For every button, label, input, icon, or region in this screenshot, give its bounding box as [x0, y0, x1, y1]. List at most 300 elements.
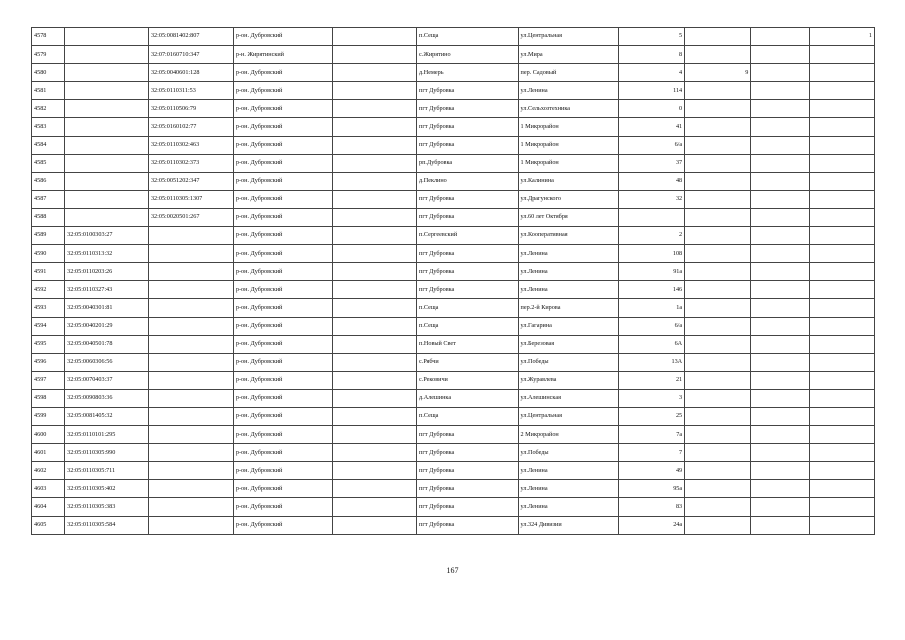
extra-value-cell [685, 154, 751, 172]
extra-value-cell [685, 371, 751, 389]
street-cell: ул.Драгунского [518, 190, 618, 208]
street-cell: ул.Ленина [518, 281, 618, 299]
table-row [32, 172, 875, 190]
cadastral-number-cell: 32:05:0060306:56 [65, 353, 149, 371]
district-cell: р-он. Дубровский [233, 426, 332, 444]
extra-value-cell-2 [751, 208, 809, 226]
extra-value-cell-3 [809, 136, 874, 154]
extra-value-cell-3 [809, 317, 874, 335]
cadastral-number-alt-cell: 32:05:0020501:267 [148, 208, 233, 226]
house-number-cell: 24а [618, 516, 684, 534]
street-cell: ул.Мира [518, 46, 618, 64]
district-cell: р-он. Дубровский [233, 371, 332, 389]
cadastral-number-alt-cell: 32:05:0110311:53 [148, 82, 233, 100]
street-cell: ул.Центральная [518, 28, 618, 46]
extra-value-cell-3: 1 [809, 28, 874, 46]
table-row [32, 426, 875, 444]
table-row [32, 389, 875, 407]
extra-value-cell-2 [751, 426, 809, 444]
house-number-cell: 95а [618, 480, 684, 498]
empty-cell [333, 462, 417, 480]
extra-value-cell [685, 208, 751, 226]
settlement-cell: пгт Дубровка [417, 136, 519, 154]
settlement-cell: пгт Дубровка [417, 516, 519, 534]
extra-value-cell-3 [809, 281, 874, 299]
settlement-cell: пгт Дубровка [417, 281, 519, 299]
street-cell: пер. Садовый [518, 64, 618, 82]
extra-value-cell [685, 245, 751, 263]
extra-value-cell-3 [809, 353, 874, 371]
house-number-cell: 91а [618, 263, 684, 281]
cadastral-number-cell: 32:05:0110305:402 [65, 480, 149, 498]
settlement-cell: пгт Дубровка [417, 444, 519, 462]
table-row [32, 245, 875, 263]
cadastral-number-cell [65, 190, 149, 208]
house-number-cell: 5 [618, 28, 684, 46]
district-cell: р-он. Дубровский [233, 498, 332, 516]
street-cell: ул.Кооперативная [518, 227, 618, 245]
cadastral-number-alt-cell: 32:05:0040601:128 [148, 64, 233, 82]
house-number-cell: 4 [618, 64, 684, 82]
settlement-cell: пгт Дубровка [417, 426, 519, 444]
house-number-cell [618, 208, 684, 226]
empty-cell [333, 317, 417, 335]
table-row [32, 353, 875, 371]
extra-value-cell-3 [809, 154, 874, 172]
cadastral-number-cell: 32:05:0040301:81 [65, 299, 149, 317]
cadastral-number-alt-cell: 32:05:0051202:347 [148, 172, 233, 190]
extra-value-cell [685, 136, 751, 154]
row-number-cell: 4582 [32, 100, 65, 118]
empty-cell [333, 46, 417, 64]
extra-value-cell-2 [751, 227, 809, 245]
extra-value-cell [685, 462, 751, 480]
street-cell: ул.Ленина [518, 498, 618, 516]
district-cell: р-он. Дубровский [233, 208, 332, 226]
house-number-cell: 6А [618, 335, 684, 353]
cadastral-number-alt-cell: 32:05:0110305:1307 [148, 190, 233, 208]
extra-value-cell-3 [809, 407, 874, 425]
extra-value-cell [685, 100, 751, 118]
extra-value-cell [685, 389, 751, 407]
table-row [32, 100, 875, 118]
extra-value-cell-3 [809, 299, 874, 317]
cadastral-number-cell: 32:05:0090803:36 [65, 389, 149, 407]
district-cell: р-он. Дубровский [233, 245, 332, 263]
settlement-cell: пгт Дубровка [417, 263, 519, 281]
extra-value-cell-2 [751, 480, 809, 498]
house-number-cell: 6/а [618, 136, 684, 154]
extra-value-cell-2 [751, 172, 809, 190]
extra-value-cell-2 [751, 407, 809, 425]
district-cell: р-он. Дубровский [233, 462, 332, 480]
settlement-cell: пгт Дубровка [417, 208, 519, 226]
row-number-cell: 4597 [32, 371, 65, 389]
cadastral-number-cell [65, 118, 149, 136]
district-cell: р-он. Дубровский [233, 353, 332, 371]
cadastral-number-alt-cell [148, 245, 233, 263]
table-row [32, 136, 875, 154]
settlement-cell: п.Сергеевский [417, 227, 519, 245]
cadastral-number-alt-cell: 32:05:0110302:373 [148, 154, 233, 172]
cadastral-number-cell [65, 172, 149, 190]
cadastral-number-cell: 32:05:0110203:26 [65, 263, 149, 281]
table-row [32, 64, 875, 82]
extra-value-cell-3 [809, 100, 874, 118]
settlement-cell: рп.Дубровка [417, 154, 519, 172]
empty-cell [333, 335, 417, 353]
settlement-cell: пгт Дубровка [417, 118, 519, 136]
row-number-cell: 4586 [32, 172, 65, 190]
extra-value-cell-3 [809, 82, 874, 100]
cadastral-number-cell: 32:05:0040501:78 [65, 335, 149, 353]
row-number-cell: 4598 [32, 389, 65, 407]
street-cell: ул.Алешинская [518, 389, 618, 407]
table-row [32, 498, 875, 516]
house-number-cell: 6/а [618, 317, 684, 335]
registry-table [31, 27, 875, 535]
house-number-cell: 13А [618, 353, 684, 371]
cadastral-number-alt-cell [148, 335, 233, 353]
extra-value-cell-3 [809, 208, 874, 226]
settlement-cell: с.Жирятино [417, 46, 519, 64]
extra-value-cell-2 [751, 353, 809, 371]
extra-value-cell-3 [809, 389, 874, 407]
street-cell: ул.Ленина [518, 462, 618, 480]
table-row [32, 190, 875, 208]
house-number-cell: 41 [618, 118, 684, 136]
empty-cell [333, 172, 417, 190]
district-cell: р-он. Дубровский [233, 64, 332, 82]
cadastral-number-cell [65, 64, 149, 82]
cadastral-number-alt-cell [148, 371, 233, 389]
cadastral-number-alt-cell [148, 389, 233, 407]
empty-cell [333, 426, 417, 444]
cadastral-number-alt-cell [148, 498, 233, 516]
cadastral-number-cell: 32:05:0081405:32 [65, 407, 149, 425]
extra-value-cell-3 [809, 498, 874, 516]
extra-value-cell [685, 335, 751, 353]
extra-value-cell [685, 516, 751, 534]
district-cell: р-н. Жирятинский [233, 46, 332, 64]
extra-value-cell-2 [751, 462, 809, 480]
cadastral-number-cell: 32:05:0100303:27 [65, 227, 149, 245]
table-row [32, 444, 875, 462]
extra-value-cell [685, 227, 751, 245]
extra-value-cell [685, 426, 751, 444]
district-cell: р-он. Дубровский [233, 227, 332, 245]
cadastral-number-alt-cell [148, 516, 233, 534]
empty-cell [333, 136, 417, 154]
cadastral-number-alt-cell: 32:05:0160102:77 [148, 118, 233, 136]
cadastral-number-cell [65, 100, 149, 118]
extra-value-cell [685, 172, 751, 190]
row-number-cell: 4600 [32, 426, 65, 444]
street-cell: ул.Ленина [518, 480, 618, 498]
cadastral-number-cell: 32:05:0110305:383 [65, 498, 149, 516]
row-number-cell: 4579 [32, 46, 65, 64]
empty-cell [333, 444, 417, 462]
district-cell: р-он. Дубровский [233, 28, 332, 46]
row-number-cell: 4585 [32, 154, 65, 172]
settlement-cell: д.Пеклино [417, 172, 519, 190]
empty-cell [333, 516, 417, 534]
house-number-cell: 1а [618, 299, 684, 317]
extra-value-cell-3 [809, 263, 874, 281]
district-cell: р-он. Дубровский [233, 154, 332, 172]
table-row [32, 227, 875, 245]
cadastral-number-alt-cell [148, 299, 233, 317]
row-number-cell: 4602 [32, 462, 65, 480]
row-number-cell: 4593 [32, 299, 65, 317]
empty-cell [333, 227, 417, 245]
house-number-cell: 2 [618, 227, 684, 245]
table-row [32, 516, 875, 534]
extra-value-cell-2 [751, 154, 809, 172]
table-row [32, 208, 875, 226]
extra-value-cell-3 [809, 245, 874, 263]
house-number-cell: 0 [618, 100, 684, 118]
extra-value-cell [685, 444, 751, 462]
street-cell: ул.Победы [518, 353, 618, 371]
settlement-cell: п.Сеща [417, 28, 519, 46]
house-number-cell: 37 [618, 154, 684, 172]
table-row [32, 154, 875, 172]
extra-value-cell-3 [809, 64, 874, 82]
row-number-cell: 4589 [32, 227, 65, 245]
street-cell: ул.Сельхозтехника [518, 100, 618, 118]
house-number-cell: 7 [618, 444, 684, 462]
extra-value-cell-3 [809, 335, 874, 353]
street-cell: 1 Микрорайон [518, 118, 618, 136]
extra-value-cell-3 [809, 190, 874, 208]
table-row [32, 263, 875, 281]
empty-cell [333, 118, 417, 136]
district-cell: р-он. Дубровский [233, 480, 332, 498]
cadastral-number-cell [65, 136, 149, 154]
house-number-cell: 49 [618, 462, 684, 480]
table-row [32, 28, 875, 46]
extra-value-cell-2 [751, 46, 809, 64]
extra-value-cell [685, 263, 751, 281]
extra-value-cell [685, 82, 751, 100]
street-cell: пер.2-й Кирова [518, 299, 618, 317]
street-cell: ул.Ленина [518, 245, 618, 263]
row-number-cell: 4590 [32, 245, 65, 263]
empty-cell [333, 64, 417, 82]
extra-value-cell-2 [751, 516, 809, 534]
cadastral-number-cell [65, 46, 149, 64]
settlement-cell: п.Сеща [417, 407, 519, 425]
street-cell: ул.Центральная [518, 407, 618, 425]
house-number-cell: 32 [618, 190, 684, 208]
extra-value-cell-2 [751, 299, 809, 317]
settlement-cell: д.Алешинка [417, 389, 519, 407]
table-row [32, 46, 875, 64]
empty-cell [333, 480, 417, 498]
cadastral-number-cell [65, 82, 149, 100]
street-cell: 1 Микрорайон [518, 136, 618, 154]
table-row [32, 299, 875, 317]
table-row [32, 335, 875, 353]
street-cell: ул.Гагарина [518, 317, 618, 335]
row-number-cell: 4581 [32, 82, 65, 100]
cadastral-number-cell: 32:05:0040201:29 [65, 317, 149, 335]
cadastral-number-cell [65, 28, 149, 46]
row-number-cell: 4595 [32, 335, 65, 353]
district-cell: р-он. Дубровский [233, 100, 332, 118]
settlement-cell: с.Рябчи [417, 353, 519, 371]
extra-value-cell-3 [809, 462, 874, 480]
cadastral-number-alt-cell: 32:05:0110302:463 [148, 136, 233, 154]
cadastral-number-alt-cell [148, 281, 233, 299]
empty-cell [333, 371, 417, 389]
extra-value-cell-2 [751, 444, 809, 462]
house-number-cell: 108 [618, 245, 684, 263]
house-number-cell: 25 [618, 407, 684, 425]
cadastral-number-alt-cell [148, 426, 233, 444]
extra-value-cell-3 [809, 426, 874, 444]
street-cell: 2 Микрорайон [518, 426, 618, 444]
cadastral-number-alt-cell: 32:07:0160710:347 [148, 46, 233, 64]
street-cell: ул.Ленина [518, 82, 618, 100]
row-number-cell: 4604 [32, 498, 65, 516]
cadastral-number-alt-cell [148, 227, 233, 245]
settlement-cell: пгт Дубровка [417, 245, 519, 263]
empty-cell [333, 389, 417, 407]
empty-cell [333, 28, 417, 46]
cadastral-number-cell: 32:05:0110313:32 [65, 245, 149, 263]
cadastral-number-cell [65, 208, 149, 226]
district-cell: р-он. Дубровский [233, 190, 332, 208]
extra-value-cell-2 [751, 317, 809, 335]
cadastral-number-cell: 32:05:0110305:990 [65, 444, 149, 462]
street-cell: 1 Микрорайон [518, 154, 618, 172]
extra-value-cell-3 [809, 172, 874, 190]
row-number-cell: 4578 [32, 28, 65, 46]
district-cell: р-он. Дубровский [233, 335, 332, 353]
street-cell: ул.Ленина [518, 263, 618, 281]
settlement-cell: пгт Дубровка [417, 498, 519, 516]
empty-cell [333, 498, 417, 516]
cadastral-number-cell: 32:05:0110101:295 [65, 426, 149, 444]
table-row [32, 480, 875, 498]
row-number-cell: 4584 [32, 136, 65, 154]
extra-value-cell-3 [809, 118, 874, 136]
house-number-cell: 114 [618, 82, 684, 100]
settlement-cell: пгт Дубровка [417, 480, 519, 498]
street-cell: ул.Калинина [518, 172, 618, 190]
empty-cell [333, 208, 417, 226]
extra-value-cell [685, 46, 751, 64]
row-number-cell: 4592 [32, 281, 65, 299]
page-number: 167 [446, 566, 459, 575]
district-cell: р-он. Дубровский [233, 444, 332, 462]
extra-value-cell-2 [751, 100, 809, 118]
street-cell: ул.60 лет Октября [518, 208, 618, 226]
settlement-cell: с.Рековичи [417, 371, 519, 389]
extra-value-cell-2 [751, 263, 809, 281]
extra-value-cell-2 [751, 82, 809, 100]
cadastral-number-alt-cell [148, 444, 233, 462]
extra-value-cell [685, 190, 751, 208]
extra-value-cell-3 [809, 480, 874, 498]
extra-value-cell [685, 498, 751, 516]
settlement-cell: пгт Дубровка [417, 82, 519, 100]
settlement-cell: пгт Дубровка [417, 100, 519, 118]
empty-cell [333, 281, 417, 299]
table-row [32, 317, 875, 335]
empty-cell [333, 353, 417, 371]
extra-value-cell-2 [751, 389, 809, 407]
cadastral-number-alt-cell [148, 462, 233, 480]
registry-table-body [32, 28, 875, 535]
cadastral-number-cell [65, 154, 149, 172]
cadastral-number-alt-cell [148, 317, 233, 335]
empty-cell [333, 190, 417, 208]
extra-value-cell [685, 299, 751, 317]
settlement-cell: пгт Дубровка [417, 462, 519, 480]
empty-cell [333, 263, 417, 281]
extra-value-cell-2 [751, 335, 809, 353]
house-number-cell: 7а [618, 426, 684, 444]
district-cell: р-он. Дубровский [233, 407, 332, 425]
street-cell: ул.Березовая [518, 335, 618, 353]
extra-value-cell [685, 353, 751, 371]
extra-value-cell-2 [751, 28, 809, 46]
district-cell: р-он. Дубровский [233, 299, 332, 317]
cadastral-number-cell: 32:05:0110327:43 [65, 281, 149, 299]
settlement-cell: п.Сеща [417, 299, 519, 317]
settlement-cell: п.Новый Свет [417, 335, 519, 353]
extra-value-cell-2 [751, 245, 809, 263]
extra-value-cell-2 [751, 136, 809, 154]
cadastral-number-cell: 32:05:0110305:584 [65, 516, 149, 534]
street-cell: ул.324 Дивизии [518, 516, 618, 534]
house-number-cell: 83 [618, 498, 684, 516]
empty-cell [333, 82, 417, 100]
extra-value-cell: 9 [685, 64, 751, 82]
row-number-cell: 4596 [32, 353, 65, 371]
cadastral-number-cell: 32:05:0070403:37 [65, 371, 149, 389]
district-cell: р-он. Дубровский [233, 516, 332, 534]
cadastral-number-cell: 32:05:0110305:711 [65, 462, 149, 480]
empty-cell [333, 100, 417, 118]
extra-value-cell [685, 28, 751, 46]
extra-value-cell-2 [751, 371, 809, 389]
extra-value-cell [685, 281, 751, 299]
row-number-cell: 4594 [32, 317, 65, 335]
cadastral-number-alt-cell: 32:05:0081402:807 [148, 28, 233, 46]
row-number-cell: 4587 [32, 190, 65, 208]
extra-value-cell-2 [751, 118, 809, 136]
district-cell: р-он. Дубровский [233, 118, 332, 136]
district-cell: р-он. Дубровский [233, 263, 332, 281]
extra-value-cell [685, 317, 751, 335]
district-cell: р-он. Дубровский [233, 82, 332, 100]
table-row [32, 407, 875, 425]
extra-value-cell-3 [809, 46, 874, 64]
district-cell: р-он. Дубровский [233, 317, 332, 335]
table-row [32, 462, 875, 480]
row-number-cell: 4601 [32, 444, 65, 462]
extra-value-cell-3 [809, 227, 874, 245]
house-number-cell: 48 [618, 172, 684, 190]
district-cell: р-он. Дубровский [233, 172, 332, 190]
cadastral-number-alt-cell [148, 407, 233, 425]
district-cell: р-он. Дубровский [233, 136, 332, 154]
row-number-cell: 4583 [32, 118, 65, 136]
